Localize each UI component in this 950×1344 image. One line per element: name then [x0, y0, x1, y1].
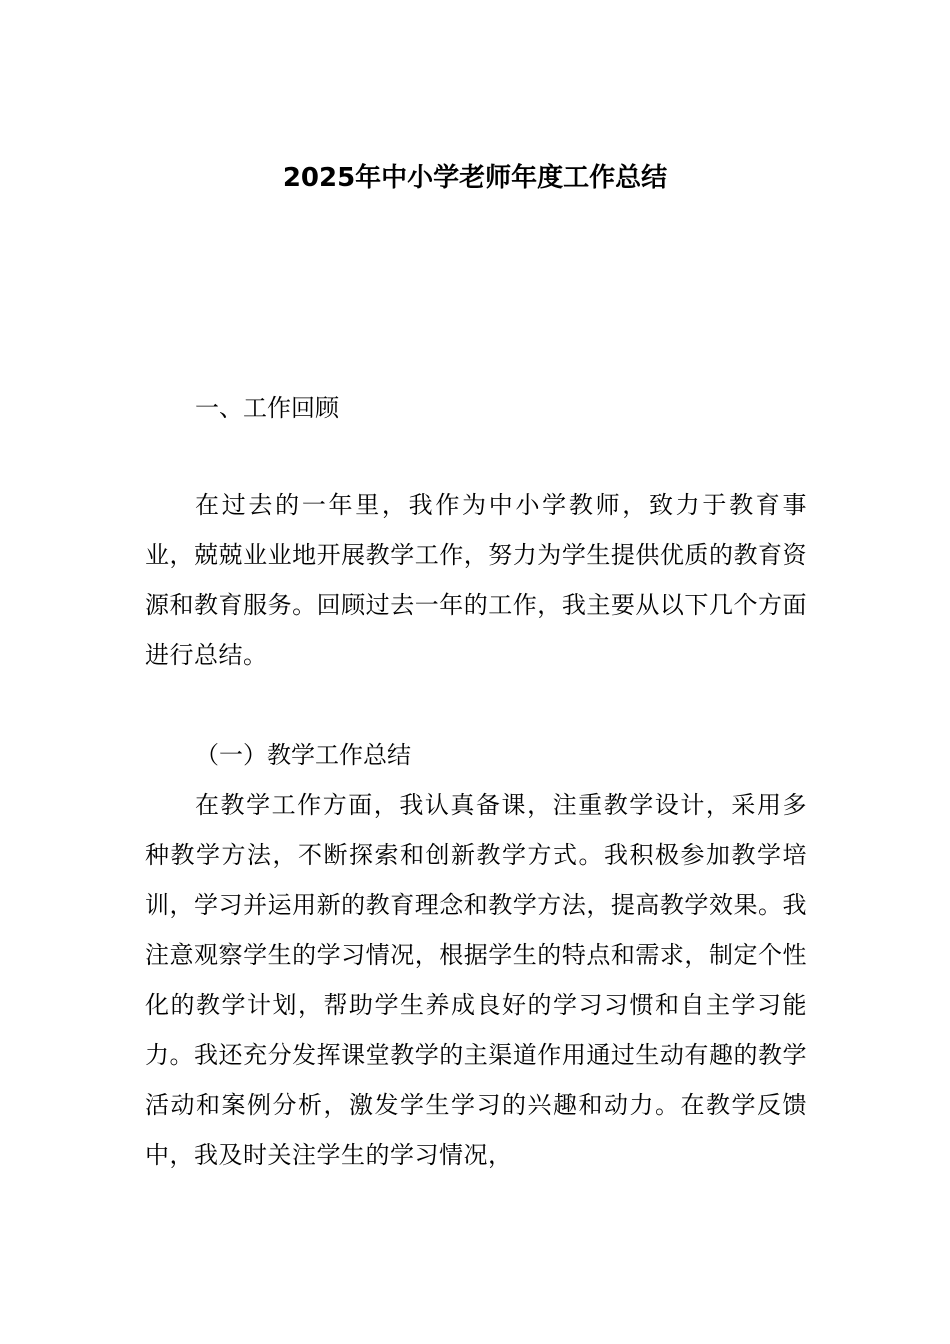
paragraph-intro: 在过去的一年里，我作为中小学教师，致力于教育事业，兢兢业业地开展教学工作，努力为学生提供优质的教育资源和教育服务。回顾过去一年的工作，我主要从以下几个方面进行总结。 — [145, 491, 807, 669]
section-heading-work-review: 一、工作回顾 — [195, 394, 339, 422]
paragraph-teaching-work: 在教学工作方面，我认真备课，注重教学设计，采用多种教学方法，不断探索和创新教学方式。我积极参加教学培训，学习并运用新的教育理念和教学方法，提高教学效果。我注意观察学生的学习情况，根据学生的特点和需求，制定个性化的教学计划，帮助学生养成良好的学习习惯和自主学习能力。我还充分发挥课堂教学的主渠道作用通过生动有趣的教学活动和案例分析，激发学生学习的兴趣和动力。在教学反馈中，我及时关注学生的学习情况， — [145, 791, 807, 1169]
subsection-heading-teaching-summary: （一）教学工作总结 — [195, 741, 411, 769]
document-title: 2025年中小学老师年度工作总结 — [282, 163, 668, 193]
